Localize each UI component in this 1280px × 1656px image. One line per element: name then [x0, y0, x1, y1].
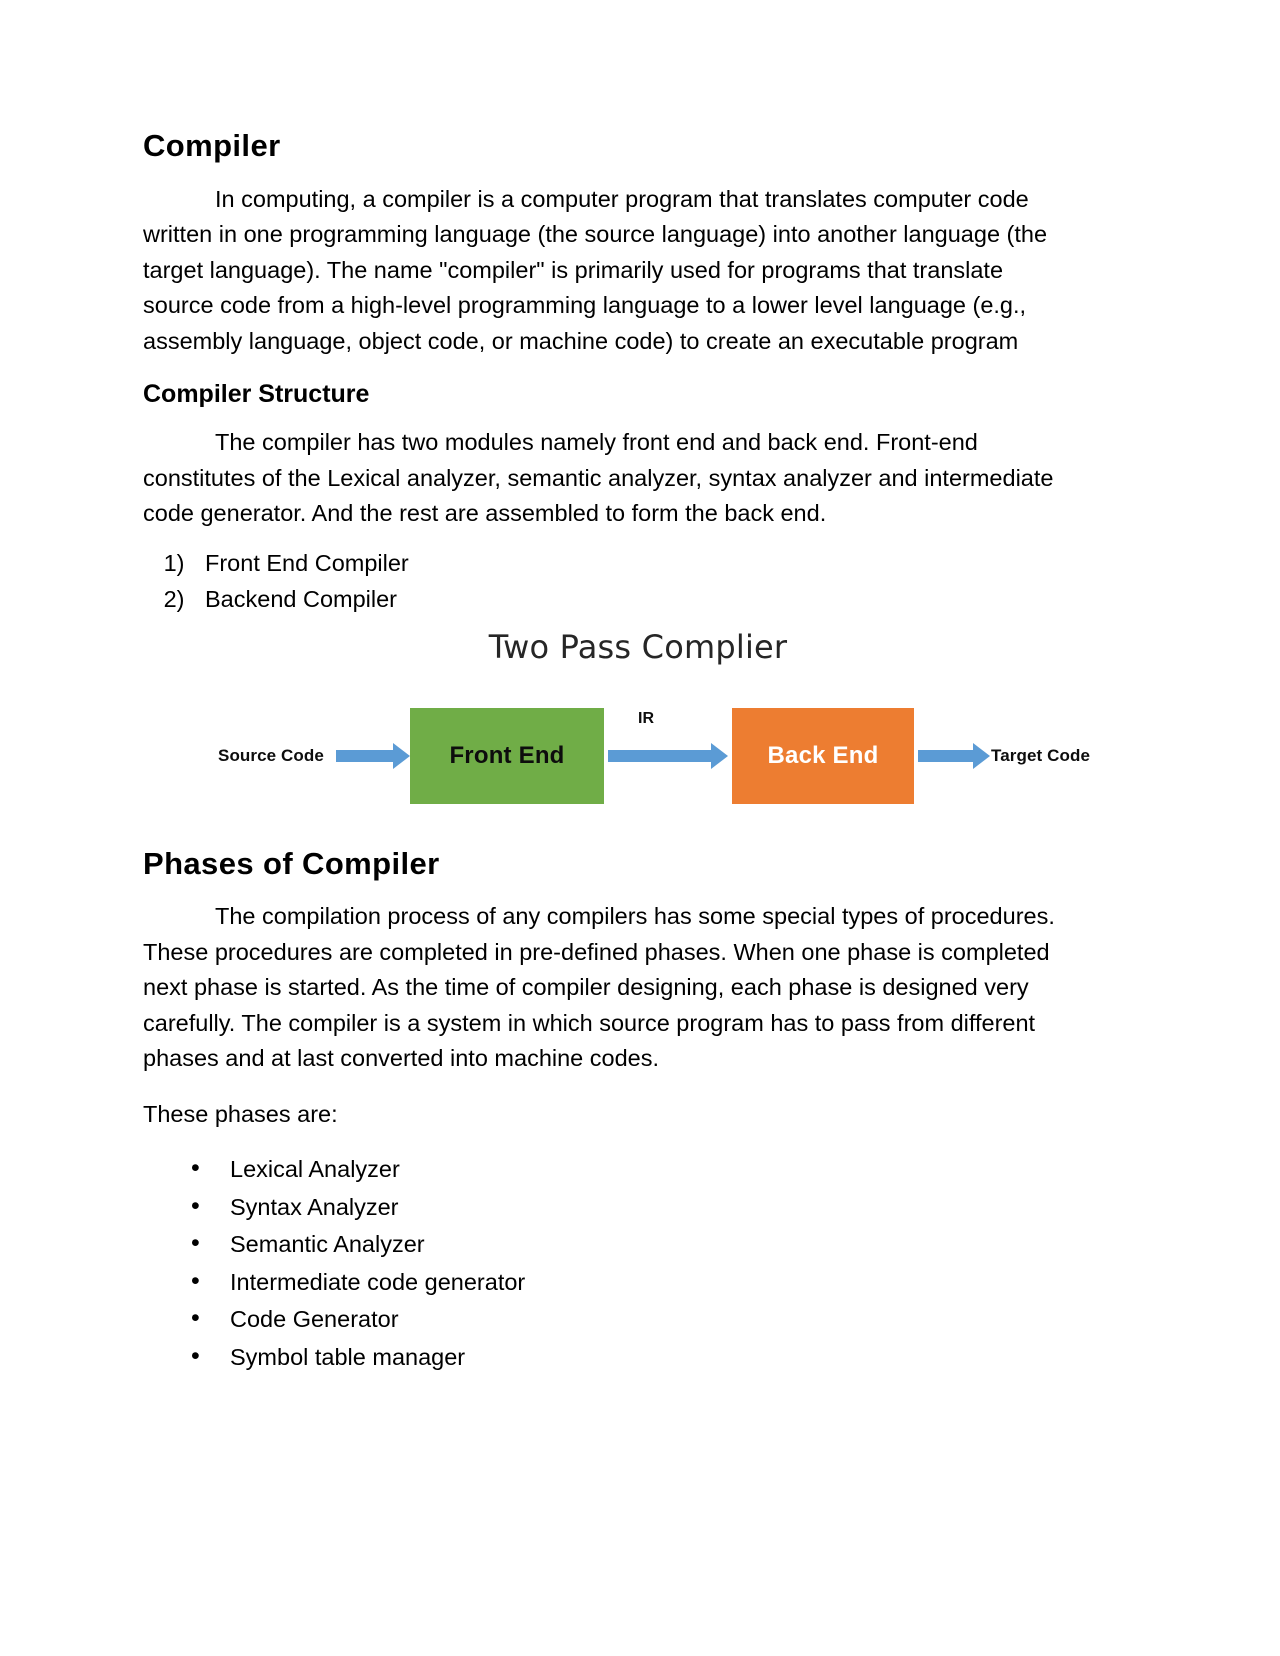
arrow-back-end-to-target-icon [918, 750, 974, 762]
section-heading-compiler-structure: Compiler Structure [143, 380, 370, 409]
phases-bullet-list [143, 1152, 1080, 1375]
page-title: Compiler [143, 128, 281, 163]
list-item: • Syntax Analyzer [191, 1190, 1080, 1226]
compiler-modules-list [143, 546, 1080, 618]
arrow-source-to-front-end-icon [336, 750, 394, 762]
list-item: • Symbol table manager [191, 1340, 1080, 1376]
two-pass-compiler-figure [138, 622, 1138, 812]
figure-target-code-label: Target Code [991, 745, 1091, 765]
figure-title: Two Pass Complier [488, 627, 788, 666]
phases-paragraph: The compilation process of any compilers has some special types of procedures. These procedures are completed in pre-defined phases. When one phase is completed next phase is started. As the time of compiler designing, each phase is designed very carefully. The compiler is a system in which source program has to pass from different phases and at last converted into machine codes. [143, 903, 1055, 1072]
list-item: • Lexical Analyzer [191, 1152, 1080, 1188]
section-heading-phases-of-compiler: Phases of Compiler [143, 845, 440, 881]
list-item: • Intermediate code generator [191, 1265, 1080, 1301]
figure-box-back-end [732, 708, 914, 804]
list-item: 2. Backend Compiler [191, 582, 1080, 618]
list-item: • Code Generator [191, 1302, 1080, 1338]
list-item: 1. Front End Compiler [191, 546, 1080, 582]
figure-source-code-label: Source Code [218, 745, 324, 765]
compiler-structure-paragraph: The compiler has two modules namely front end and back end. Front-end constitutes of the Lexical analyzer, semantic analyzer, syntax analyzer and intermediate code generator. And the rest are assembled to form the back end. [143, 429, 1054, 527]
list-item: • Semantic Analyzer [191, 1227, 1080, 1263]
figure-flow-row [138, 696, 1138, 812]
figure-box-front-end [410, 708, 604, 804]
figure-box-front-end-label: Front End [449, 741, 565, 769]
compiler-intro-paragraph: In computing, a compiler is a computer program that translates computer code written in one programming language (the source language) into another language (the target language). The name "compiler" is primarily used for programs that translate source code from a high-level programming language to a lower level language (e.g., assembly language, object code, or machine code) to create an executable program [143, 185, 1048, 354]
figure-ir-label: IR [638, 709, 654, 727]
arrow-front-end-to-back-end-icon [608, 750, 712, 762]
figure-box-back-end-label: Back End [767, 741, 879, 769]
phases-lead-in: These phases are: [143, 1100, 338, 1127]
